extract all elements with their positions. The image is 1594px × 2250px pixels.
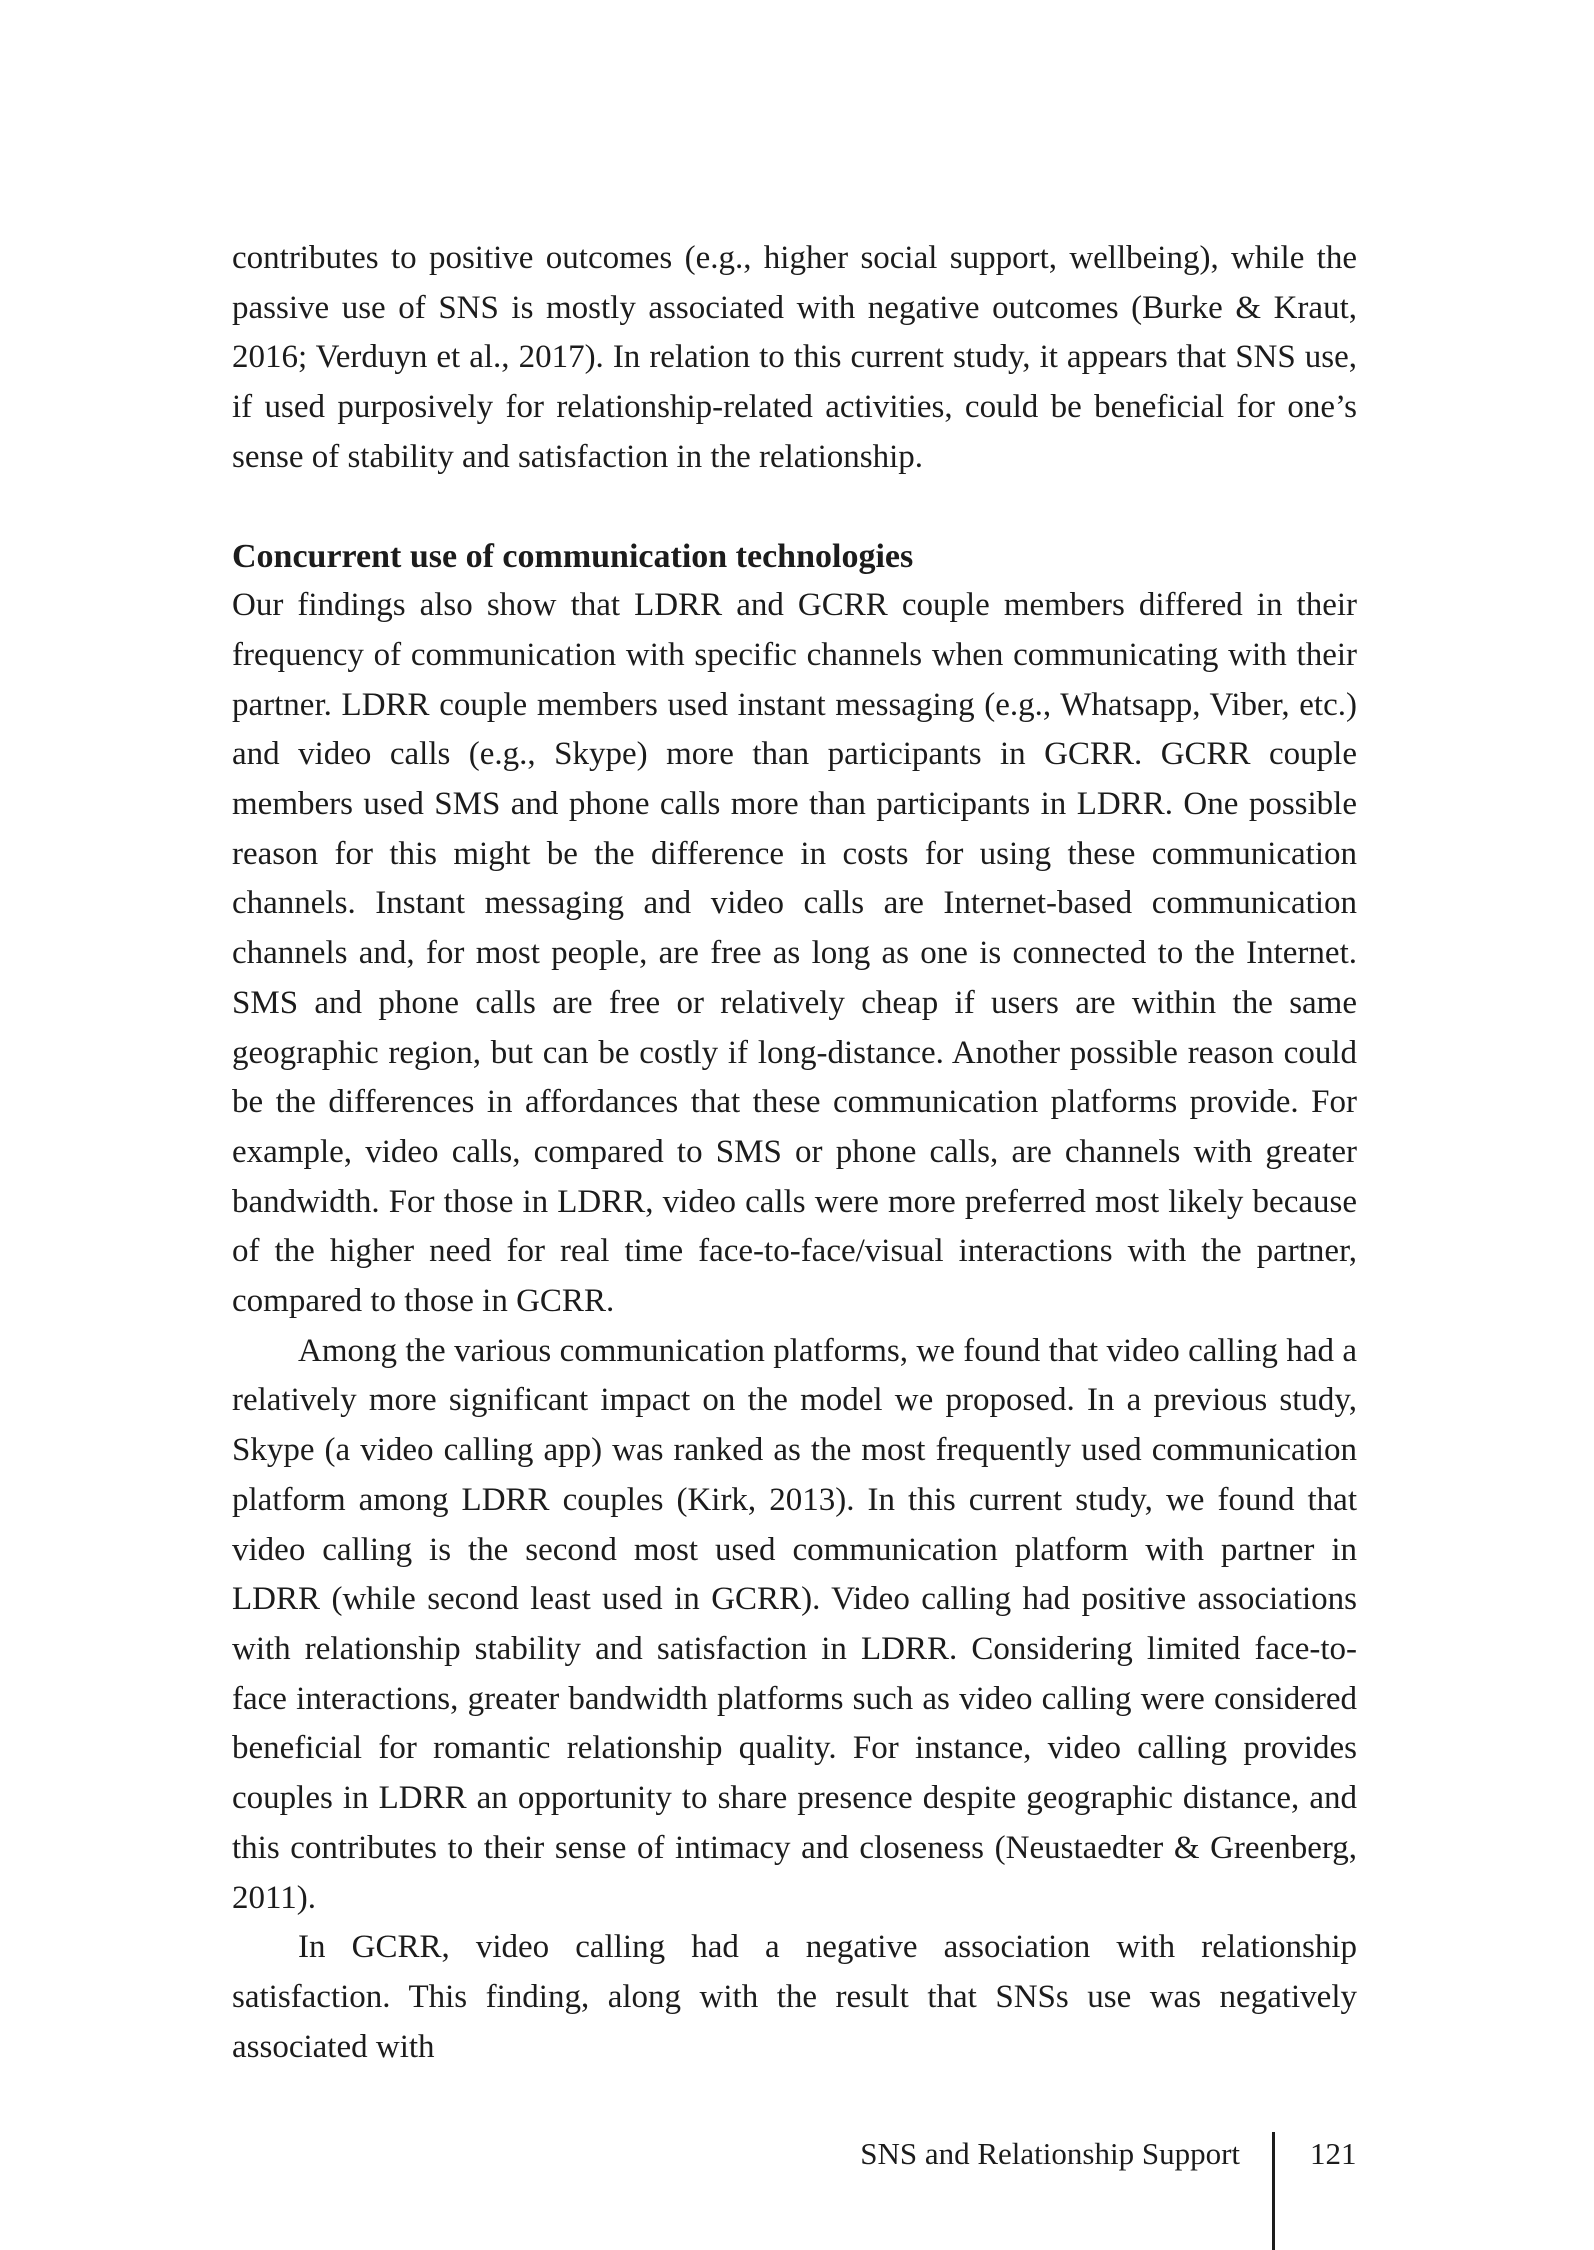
paragraph-video-calling-gcrr: In GCRR, video calling had a negative association with relationship satisfaction. This finding, along with the result that SNSs use was negatively associated with bbox=[232, 1929, 1357, 2065]
footer-divider bbox=[1272, 2132, 1275, 2250]
paragraph-channel-differences: Our findings also show that LDRR and GCRR couple members differed in their frequency of communication with specific channels when communicating with their partner. LDRR couple members used instant messaging (e.g., Whatsapp, Viber, etc.) and video calls (e.g., Skype) more than participants in GCRR. GCRR couple members used SMS and phone calls more than participants in LDRR. One possible reason for this might be the difference in costs for using these communication channels. Instant messaging and video calls are Internet-based communication channels and, for most people, are free as long as one is connected to the Internet. SMS and phone calls are free or relatively cheap if users are within the same geographic region, but can be costly if long-distance. Another possible reason could be the differences in affordances that these communication platforms provide. For example, video calls, compared to SMS or phone calls, are channels with greater bandwidth. For those in LDRR, video calls were more preferred most likely because of the higher need for real time face-to-face/visual interactions with the partner, compared to those in GCRR. bbox=[232, 587, 1357, 1320]
paragraph-sns-outcomes: contributes to positive outcomes (e.g., higher social support, wellbeing), while the passive use of SNS is mostly associated with negative outcomes (Burke & Kraut, 2016; Verduyn et al., 2017). In relation to this current study, it appears that SNS use, if used purposively for relationship-related activities, could be beneficial for one’s sense of stability and satisfaction in the relationship. bbox=[232, 240, 1357, 475]
running-head: SNS and Relationship Support bbox=[860, 2136, 1240, 2171]
paragraph-video-calling-ldrr: Among the various communication platforms, we found that video calling had a relatively more significant impact on the model we proposed. In a previous study, Skype (a video calling app) was ranked as the most frequently used communication platform among LDRR couples (Kirk, 2013). In this current study, we found that video calling is the second most used communication platform with partner in LDRR (while second least used in GCRR). Video calling had positive associations with relationship stability and satisfaction in LDRR. Considering limited face-to-face interactions, greater bandwidth platforms such as video calling were considered beneficial for romantic relationship quality. For instance, video calling provides couples in LDRR an opportunity to share presence despite geographic distance, and this contributes to their sense of intimacy and closeness (Neustaedter & Greenberg, 2011). bbox=[232, 1332, 1357, 1916]
main-text bbox=[232, 234, 1357, 2072]
section-heading: Concurrent use of communication technologies bbox=[232, 537, 914, 575]
page-number: 121 bbox=[1310, 2136, 1357, 2171]
page-footer bbox=[0, 2118, 1594, 2250]
